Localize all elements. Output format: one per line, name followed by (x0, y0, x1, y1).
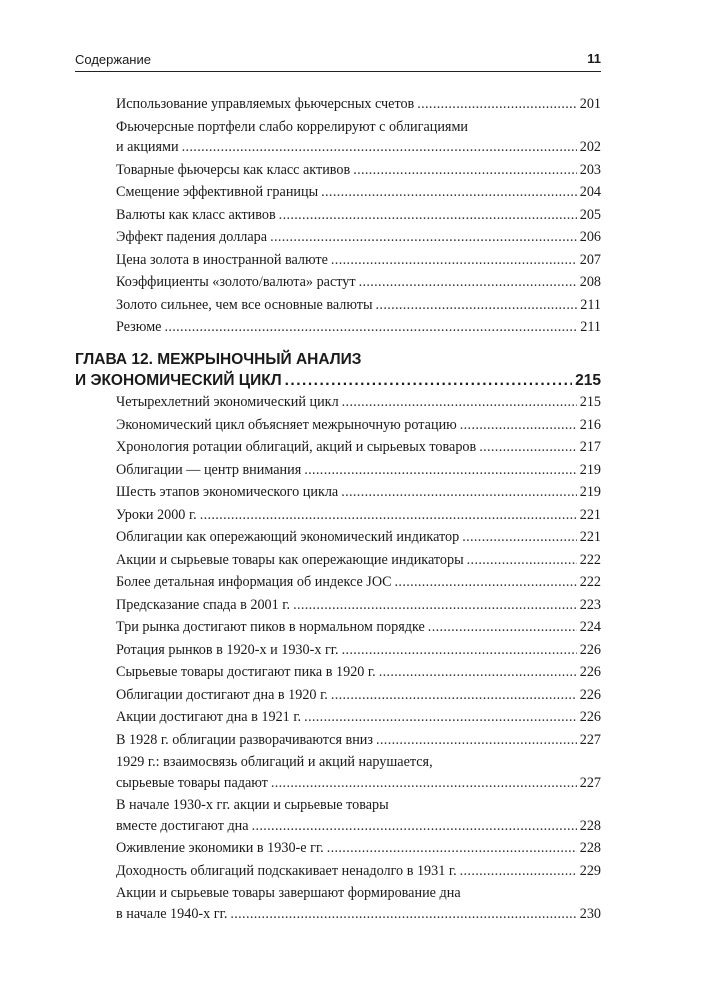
toc-entry-page-number: 226 (579, 686, 601, 703)
toc-entry-page-number: 207 (579, 251, 601, 268)
page-number: 11 (587, 51, 601, 66)
toc-entry-title: В 1928 г. облигации разворачиваются вниз (116, 731, 374, 748)
toc-entry-page-number: 221 (579, 506, 601, 523)
toc-entry-title: Акции и сырьевые товары как опережающие индикаторы (116, 551, 464, 568)
toc-entry-page-number: 204 (579, 184, 601, 200)
toc-entry[interactable] (116, 861, 601, 882)
toc-entry-page-number: 228 (579, 817, 601, 834)
toc-entry-title: Эффект падения доллара (116, 229, 268, 245)
toc-entry-page-number: 230 (579, 905, 601, 922)
toc-entry[interactable] (116, 730, 601, 751)
toc-entry-page-number: 216 (579, 416, 601, 433)
dot-leader (164, 317, 577, 338)
dot-leader (271, 773, 577, 794)
dot-leader (230, 904, 576, 925)
toc-entry-title: Цена золота в иностранной валюте (116, 251, 328, 268)
toc-entry-title: Оживление экономики в 1930-е гг. (116, 840, 324, 856)
dot-leader (270, 227, 577, 248)
toc-entry[interactable] (116, 295, 601, 316)
dot-leader (353, 160, 577, 181)
toc-entry-title: Смещение эффективной границы (116, 184, 319, 200)
toc-entry-title: в начале 1940-х гг. (116, 905, 228, 922)
toc-entry-page-number: 226 (579, 709, 601, 725)
toc-entry-page-number: 203 (579, 161, 601, 178)
toc-entry-title: Облигации — центр внимания (116, 461, 302, 478)
page-header (75, 51, 601, 72)
dot-leader (460, 861, 577, 882)
toc-entry[interactable] (116, 707, 601, 728)
toc-entry[interactable] (116, 685, 601, 706)
toc-entry-page-number: 227 (579, 774, 601, 791)
dot-leader (200, 505, 577, 526)
toc-entry-title: Четырехлетний экономический цикл (116, 394, 339, 410)
dot-leader (293, 595, 577, 616)
toc-entry-title: Использование управляемых фьючерсных счетов (116, 96, 415, 112)
dot-leader (342, 640, 577, 661)
dot-leader (395, 572, 577, 593)
toc-entry[interactable] (116, 250, 601, 271)
toc-entry-title: Уроки 2000 г. (116, 506, 197, 523)
toc-entry-title: Три рынка достигают пиков в нормальном порядке (116, 619, 425, 635)
dot-leader (376, 295, 578, 316)
toc-entry-page-number: 224 (579, 619, 601, 635)
toc-entry-title: Экономический цикл объясняет межрыночную ротацию (116, 416, 457, 433)
toc-entry-page-number: 222 (579, 574, 601, 590)
toc-entry[interactable] (116, 662, 601, 683)
running-title: Содержание (75, 52, 151, 67)
toc-entry-page-number: 217 (579, 439, 601, 455)
toc-entry-page-number: 219 (579, 461, 601, 478)
toc-entry-title: Коэффициенты «золото/валюта» растут (116, 274, 356, 290)
toc-entry-title-line: Фьючерсные портфели слабо коррелируют с облигациями (116, 118, 469, 135)
toc-entry-page-number: 221 (579, 529, 601, 545)
toc-entry-title-line: Акции и сырьевые товары завершают формирование дна (116, 885, 461, 901)
toc-entry-page-number: 215 (579, 394, 601, 410)
toc-entry-page-number: 227 (579, 731, 601, 748)
toc-entry[interactable] (116, 505, 601, 526)
toc-entry-page-number: 229 (579, 862, 601, 879)
toc-entry-page-number: 211 (580, 319, 601, 335)
toc-entry-title: Облигации как опережающий экономический индикатор (116, 529, 460, 545)
dot-leader (462, 527, 576, 548)
toc-entry-title: Ротация рынков в 1920-х и 1930-х гг. (116, 641, 339, 658)
toc-entry[interactable] (116, 205, 601, 226)
toc-entry-title: Золото сильнее, чем все основные валюты (116, 296, 373, 313)
toc-entry-page-number: 223 (579, 596, 601, 613)
toc-entry-title: Облигации достигают дна в 1920 г. (116, 686, 328, 703)
toc-entry[interactable] (116, 883, 601, 924)
toc-entry-page-number: 201 (579, 96, 601, 112)
chapter-page-number: 215 (575, 372, 601, 389)
toc-entry-title: Более детальная информация об индексе JOC (116, 574, 392, 590)
dot-leader (279, 205, 577, 226)
toc-entry-page-number: 226 (579, 641, 601, 658)
toc-entry[interactable] (116, 317, 601, 338)
dot-leader (417, 94, 576, 115)
dot-leader (376, 730, 577, 751)
toc-entry-title: Акции достигают дна в 1921 г. (116, 709, 302, 725)
toc-entry-title-line: 1929 г.: взаимосвязь облигаций и акций нарушается, (116, 754, 433, 770)
dot-leader (428, 617, 577, 638)
toc-entry[interactable] (116, 572, 601, 593)
toc-entry-page-number: 219 (579, 484, 601, 500)
toc-entry[interactable] (116, 527, 601, 548)
dot-leader (467, 550, 577, 571)
toc-section-bottom (75, 392, 601, 926)
toc-entry-title-line: В начале 1930-х гг. акции и сырьевые товары (116, 797, 389, 813)
toc-entry-page-number: 205 (579, 206, 601, 223)
chapter-title-line2: И ЭКОНОМИЧЕСКИЙ ЦИКЛ (75, 372, 282, 389)
toc-entry[interactable] (116, 392, 601, 413)
toc-entry[interactable] (116, 595, 601, 616)
toc-entry-title: Товарные фьючерсы как класс активов (116, 161, 351, 178)
toc-entry-title: Шесть этапов экономического цикла (116, 484, 339, 500)
dot-leader (341, 482, 576, 503)
toc-entry-title: вместе достигают дна (116, 817, 249, 834)
toc-entry-title: Резюме (116, 319, 162, 335)
toc-entry[interactable] (116, 640, 601, 661)
toc-entry-page-number: 222 (579, 551, 601, 568)
toc-entry[interactable] (116, 482, 601, 503)
toc-entry[interactable] (116, 617, 601, 638)
toc-entry[interactable] (116, 182, 601, 203)
toc-entry-title: Предсказание спада в 2001 г. (116, 596, 291, 613)
toc-entry-title: Валюты как класс активов (116, 206, 276, 223)
toc-entry[interactable] (116, 227, 601, 248)
toc-section-top (75, 94, 601, 340)
toc-entry[interactable] (116, 117, 601, 158)
dot-leader (327, 838, 577, 859)
dot-leader (479, 437, 576, 458)
toc-entry-title: Хронология ротации облигаций, акций и сырьевых товаров (116, 439, 477, 455)
toc-entry[interactable] (116, 437, 601, 458)
dot-leader (285, 370, 573, 391)
dot-leader (460, 415, 577, 436)
toc-entry-page-number: 208 (579, 274, 601, 290)
toc-entry[interactable] (116, 550, 601, 571)
dot-leader (342, 392, 577, 413)
dot-leader (359, 272, 577, 293)
dot-leader (304, 707, 577, 728)
toc-entry-title: и акциями (116, 139, 179, 155)
dot-leader (304, 460, 576, 481)
toc-entry[interactable] (116, 838, 601, 859)
toc-entry[interactable] (116, 160, 601, 181)
chapter-title-line1: ГЛАВА 12. МЕЖРЫНОЧНЫЙ АНАЛИЗ (75, 351, 362, 368)
toc-entry-title: Сырьевые товары достигают пика в 1920 г. (116, 664, 376, 680)
toc-entry-page-number: 226 (579, 664, 601, 680)
chapter-heading[interactable] (75, 349, 601, 391)
toc-entry-title: Доходность облигаций подскакивает ненадолго в 1931 г. (116, 862, 457, 879)
toc-entry-page-number: 211 (580, 296, 601, 313)
toc-entry[interactable] (116, 272, 601, 293)
toc-entry[interactable] (116, 415, 601, 436)
dot-leader (182, 137, 577, 158)
toc-entry[interactable] (116, 752, 601, 793)
dot-leader (331, 685, 577, 706)
toc-entry-title: сырьевые товары падают (116, 774, 268, 791)
dot-leader (321, 182, 577, 203)
toc-entry[interactable] (116, 795, 601, 836)
toc-entry[interactable] (116, 460, 601, 481)
toc-entry[interactable] (116, 94, 601, 115)
dot-leader (331, 250, 577, 271)
toc-entry-page-number: 202 (579, 139, 601, 155)
toc-entry-page-number: 228 (579, 840, 601, 856)
toc-entry-page-number: 206 (579, 229, 601, 245)
dot-leader (379, 662, 577, 683)
dot-leader (252, 816, 577, 837)
